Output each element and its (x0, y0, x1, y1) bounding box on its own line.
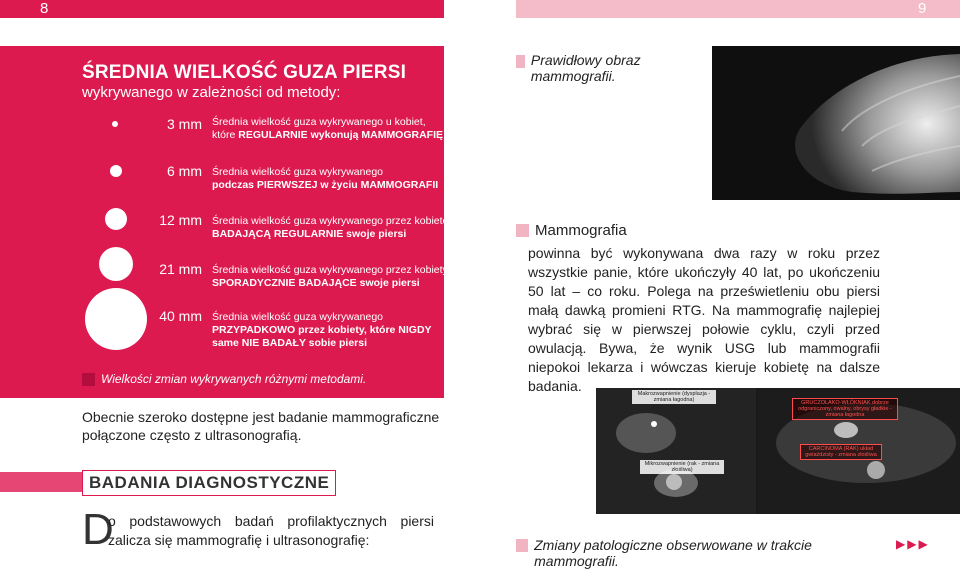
desc-line (212, 129, 452, 142)
section-accent-bar (0, 472, 82, 492)
mammogram-graphic (712, 46, 960, 200)
desc-line (212, 337, 452, 350)
desc-line: Średnia wielkość guza wykrywanego przez kobiety, (212, 264, 450, 276)
size-desc-3mm (212, 116, 452, 142)
desc-bold: REGULARNIE wykonują MAMMOGRAFIĘ (238, 129, 444, 141)
sizes-caption-text: Wielkości zmian wykrywanych różnymi metodami. (101, 372, 367, 386)
section-title: BADANIA DIAGNOSTYCZNE (89, 473, 330, 492)
size-desc-40mm (212, 311, 452, 350)
pathology-graphic (596, 388, 960, 514)
mammography-title: Mammografia (535, 222, 627, 239)
desc-line (212, 228, 452, 241)
size-dot-3mm (112, 121, 118, 127)
caption-square-icon (516, 55, 525, 68)
desc-line (212, 277, 452, 290)
size-label-3mm: 3 mm (167, 116, 202, 132)
intro-paragraph: o podstawowych badań profilaktycznych piersi zalicza się mammografię i ultrasonografię: (108, 513, 434, 548)
section-heading (82, 470, 336, 496)
normal-mammogram-caption (516, 52, 666, 84)
desc-line (212, 324, 452, 337)
size-desc-12mm (212, 215, 452, 241)
caption-text: Zmiany patologiczne obserwowane w trakcie mammografii. (534, 537, 812, 569)
size-desc-21mm (212, 264, 452, 290)
desc-line (212, 179, 452, 192)
size-label-12mm: 12 mm (159, 212, 202, 228)
caption-square-icon (82, 373, 95, 386)
pathology-caption (516, 537, 876, 569)
left-page-number: 8 (40, 0, 49, 17)
desc-line: Średnia wielkość guza wykrywanego (212, 311, 383, 323)
normal-mammogram-image (712, 46, 960, 200)
mammography-paragraph: powinna być wykonywana dwa razy w roku przez wszystkie panie, które ukończyły 40 lat, po ukończeniu 50 lat – co roku. Polega na prześwietleniu obu piersi małą dawką promieni RTG. Na mammografię najlepiej wybrać się w pierwszej połowie cyklu, czyli przed owulacją. Bywa, że wynik USG lub mammografii niepokoi lekarza i wówczas kieruje kobietę na dalsze badania. (528, 245, 880, 394)
annotation-macrocalcification: Makrozwapnienie (dysplazja - zmiana łagodna) (632, 390, 716, 404)
desc-line: Średnia wielkość guza wykrywanego (212, 166, 383, 178)
desc-bold: SPORADYCZNIE BADAJĄCE swoje piersi (212, 277, 420, 289)
size-desc-6mm (212, 166, 452, 192)
drop-cap: D (82, 505, 114, 554)
left-page-header-bar (0, 0, 444, 18)
annotation-fibroadenoma: GRUCZOLAKO-WŁÓKNIAK dobrze odgraniczony, owalny, obrysy gładkie - zmiana łagodna (792, 398, 898, 420)
desc-bold: podczas PIERWSZEJ w życiu MAMMOGRAFII (212, 179, 439, 191)
desc-line: Średnia wielkość guza wykrywanego u kobiet, (212, 116, 426, 128)
mammography-heading (516, 222, 627, 239)
panel-title: ŚREDNIA WIELKOŚĆ GUZA PIERSI (82, 62, 407, 83)
desc-bold: PRZYPADKOWO przez kobiety, które NIGDY (212, 324, 432, 336)
desc-bold: BADAJĄCĄ REGULARNIE swoje piersi (212, 228, 407, 240)
size-dot-40mm (85, 288, 147, 350)
size-label-40mm: 40 mm (159, 308, 202, 324)
body-paragraph: Obecnie szeroko dostępne jest badanie mammograficzne połączone często z ultrasonografią. (82, 409, 440, 443)
size-dot-6mm (110, 165, 122, 177)
right-page-number: 9 (918, 0, 927, 17)
heading-square-icon (516, 224, 529, 237)
caption-text: Prawidłowy obraz mammografii. (530, 52, 641, 84)
sizes-caption (82, 372, 366, 386)
desc-line: Średnia wielkość guza wykrywanego przez kobietę, (212, 215, 452, 227)
desc-text: które (212, 129, 239, 141)
caption-square-icon (516, 539, 528, 552)
pathology-mammogram-image (596, 388, 960, 514)
next-page-arrows-icon: ▶▶▶ (896, 537, 930, 551)
panel-subtitle: wykrywanego w zależności od metody: (82, 84, 341, 101)
size-label-21mm: 21 mm (159, 261, 202, 277)
right-page-header-bar (516, 0, 960, 18)
size-label-6mm: 6 mm (167, 163, 202, 179)
annotation-microcalcification: Mikrozwapnienie (rak - zmiana złośliwa) (640, 460, 724, 474)
annotation-carcinoma: CARCINOMA (RAK) układ gwiaździsty - zmiana złośliwa (800, 444, 882, 460)
desc-bold: same NIE BADAŁY sobie piersi (212, 337, 368, 349)
size-dot-21mm (99, 247, 133, 281)
size-dot-12mm (105, 208, 127, 230)
